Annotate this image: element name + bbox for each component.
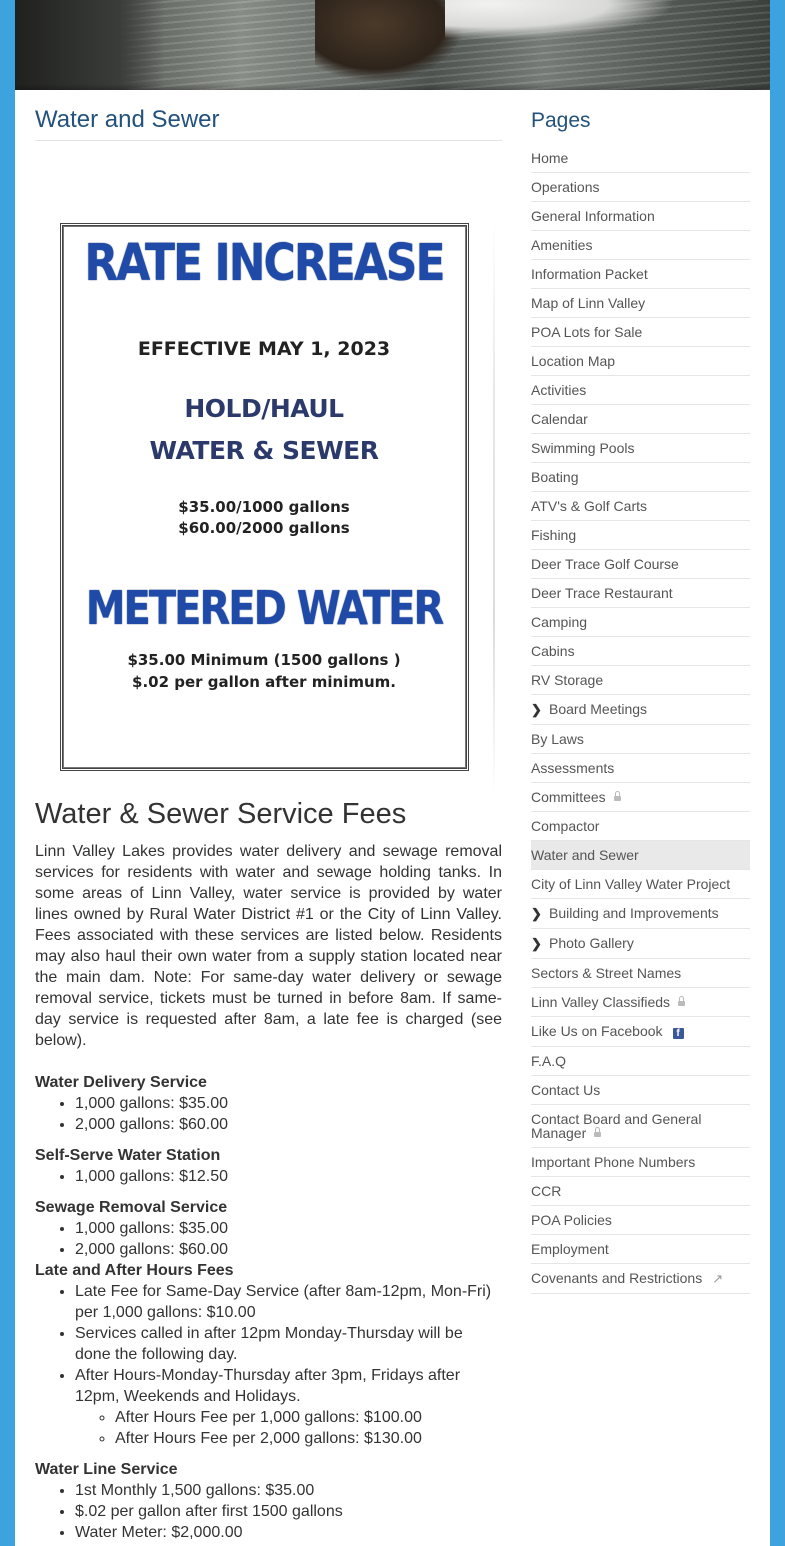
sidebar-item-operations[interactable]: Operations bbox=[531, 173, 750, 202]
lock-icon bbox=[594, 1132, 601, 1137]
sidebar-item-activities[interactable]: Activities bbox=[531, 376, 750, 405]
water-line-list bbox=[35, 1480, 502, 1543]
rate-increase-flyer-image bbox=[35, 218, 497, 796]
chevron-right-icon[interactable]: ❯ bbox=[531, 702, 542, 717]
sidebar-item-poa-lots-for-sale[interactable]: POA Lots for Sale bbox=[531, 318, 750, 347]
sidebar-item-label: Photo Gallery bbox=[549, 935, 634, 951]
list-item: ◦ After Hours Fee per 1,000 gallons: $100.00 bbox=[115, 1407, 502, 1428]
sidebar-item-like-us-on-facebook[interactable] bbox=[531, 1017, 750, 1047]
sidebar-item-label: Linn Valley Classifieds bbox=[531, 994, 671, 1010]
facebook-icon: f bbox=[673, 1028, 684, 1039]
lock-icon bbox=[614, 796, 621, 801]
sidebar-item-water-and-sewer[interactable]: Water and Sewer bbox=[531, 841, 750, 870]
sidebar-item-label: Building and Improvements bbox=[549, 905, 719, 921]
flyer-water-sewer: WATER & SEWER bbox=[149, 436, 379, 465]
sidebar-item-camping[interactable]: Camping bbox=[531, 608, 750, 637]
sidebar-item-employment[interactable]: Employment bbox=[531, 1235, 750, 1264]
fee-group-title: Water Delivery Service bbox=[35, 1074, 207, 1091]
lock-icon bbox=[678, 1001, 685, 1006]
sidebar-item-poa-policies[interactable]: POA Policies bbox=[531, 1206, 750, 1235]
intro-paragraph: Linn Valley Lakes provides water delivery and sewage removal services for residents with water and sewage holding tanks. In some areas of Linn Valley, water service is provided by water lines owned by Rural Water District #1 or the City of Linn Valley. Fees associated with these services are listed below. Residents may also haul their own water from a supply station located near the main dam. Note: For same-day water delivery or sewage removal service, tickets must be turned in before 8am. If same-day service is requested after 8am, a late fee is charged (see below). bbox=[35, 843, 502, 1049]
fee-group-title: Water Line Service bbox=[35, 1461, 178, 1478]
sidebar-item-covenants-and-restrictions[interactable] bbox=[531, 1264, 750, 1294]
page-title: Water and Sewer bbox=[35, 100, 502, 141]
list-item: ◦ After Hours Fee per 2,000 gallons: $130.00 bbox=[115, 1428, 502, 1449]
sidebar-title: Pages bbox=[531, 109, 591, 132]
self-serve-list bbox=[35, 1166, 502, 1187]
sidebar-item-amenities[interactable]: Amenities bbox=[531, 231, 750, 260]
main-content bbox=[35, 100, 502, 1541]
list-item: • 1st Monthly 1,500 gallons: $35.00 bbox=[75, 1480, 502, 1501]
flyer-minimum: $35.00 Minimum (1500 gallons ) bbox=[127, 651, 401, 669]
fee-group-title: Self-Serve Water Station bbox=[35, 1147, 221, 1164]
sidebar-item-contact-board[interactable] bbox=[531, 1105, 750, 1148]
header-banner-image bbox=[15, 0, 770, 90]
sidebar-item-label: Like Us on Facebook bbox=[531, 1023, 663, 1039]
sidebar-item-photo-gallery[interactable] bbox=[531, 929, 750, 959]
sidebar-item-cabins[interactable]: Cabins bbox=[531, 637, 750, 666]
sidebar-item-calendar[interactable]: Calendar bbox=[531, 405, 750, 434]
sidebar-item-label: Covenants and Restrictions bbox=[531, 1270, 703, 1286]
sidebar-item-deer-trace-golf-course[interactable]: Deer Trace Golf Course bbox=[531, 550, 750, 579]
sidebar-item-faq[interactable]: F.A.Q bbox=[531, 1047, 750, 1076]
sidebar-item-fishing[interactable]: Fishing bbox=[531, 521, 750, 550]
flyer-hold-haul: HOLD/HAUL bbox=[184, 394, 344, 423]
sidebar-item-ccr[interactable]: CCR bbox=[531, 1177, 750, 1206]
sidebar-item-building-and-improvements[interactable] bbox=[531, 899, 750, 929]
sidebar-item-contact-us[interactable]: Contact Us bbox=[531, 1076, 750, 1105]
list-item: • 1,000 gallons: $12.50 bbox=[75, 1166, 502, 1187]
after-hours-list bbox=[75, 1407, 502, 1449]
sidebar-item-rv-storage[interactable]: RV Storage bbox=[531, 666, 750, 695]
water-delivery-list bbox=[35, 1093, 502, 1135]
sidebar-item-important-phone-numbers[interactable]: Important Phone Numbers bbox=[531, 1148, 750, 1177]
sidebar-item-boating[interactable]: Boating bbox=[531, 463, 750, 492]
list-item: • $.02 per gallon after first 1500 gallons bbox=[75, 1501, 502, 1522]
sidebar-nav bbox=[531, 144, 750, 1294]
sidebar-item-assessments[interactable]: Assessments bbox=[531, 754, 750, 783]
sidebar-item-city-water-project[interactable]: City of Linn Valley Water Project bbox=[531, 870, 750, 899]
sidebar-item-sectors-street-names[interactable]: Sectors & Street Names bbox=[531, 959, 750, 988]
sidebar-item-board-meetings[interactable] bbox=[531, 695, 750, 725]
sidebar-item-general-information[interactable]: General Information bbox=[531, 202, 750, 231]
sidebar-item-committees[interactable] bbox=[531, 783, 750, 812]
sidebar-item-map-of-linn-valley[interactable]: Map of Linn Valley bbox=[531, 289, 750, 318]
list-item: • 1,000 gallons: $35.00 bbox=[75, 1093, 502, 1114]
flyer-rate-2000: $60.00/2000 gallons bbox=[178, 519, 350, 537]
list-item: • 2,000 gallons: $60.00 bbox=[75, 1239, 502, 1260]
flyer-per-gallon: $.02 per gallon after minimum. bbox=[132, 673, 396, 691]
list-item: • 2,000 gallons: $60.00 bbox=[75, 1114, 502, 1135]
flyer-rate-1000: $35.00/1000 gallons bbox=[178, 498, 350, 516]
sidebar-item-swimming-pools[interactable]: Swimming Pools bbox=[531, 434, 750, 463]
list-item-text: After Hours-Monday-Thursday after 3pm, Fridays after 12pm, Weekends and Holidays. bbox=[75, 1367, 461, 1405]
chevron-right-icon[interactable]: ❯ bbox=[531, 906, 542, 921]
list-item bbox=[75, 1365, 502, 1449]
fee-group-title: Late and After Hours Fees bbox=[35, 1262, 234, 1279]
sidebar bbox=[531, 100, 750, 1294]
late-fees-list bbox=[35, 1281, 502, 1449]
flyer-headline: RATE INCREASE bbox=[84, 234, 444, 293]
sidebar-item-label: Contact Board and General Manager bbox=[531, 1111, 702, 1141]
sidebar-item-linn-valley-classifieds[interactable] bbox=[531, 988, 750, 1017]
flyer-effective-date: EFFECTIVE MAY 1, 2023 bbox=[137, 338, 391, 360]
page-container bbox=[15, 0, 770, 1546]
sidebar-item-deer-trace-restaurant[interactable]: Deer Trace Restaurant bbox=[531, 579, 750, 608]
sidebar-item-information-packet[interactable]: Information Packet bbox=[531, 260, 750, 289]
list-item: • Late Fee for Same-Day Service (after 8am-12pm, Mon-Fri) per 1,000 gallons: $10.00 bbox=[75, 1281, 502, 1323]
list-item: • 1,000 gallons: $35.00 bbox=[75, 1218, 502, 1239]
sewage-list bbox=[35, 1218, 502, 1260]
fee-group-title: Sewage Removal Service bbox=[35, 1199, 228, 1216]
external-link-icon: ↗ bbox=[712, 1271, 724, 1286]
sidebar-item-label: Committees bbox=[531, 789, 606, 805]
eagle-image bbox=[315, 0, 465, 82]
list-item: • Water Meter: $2,000.00 bbox=[75, 1522, 502, 1543]
sidebar-item-atvs-golf-carts[interactable]: ATV's & Golf Carts bbox=[531, 492, 750, 521]
sidebar-item-compactor[interactable]: Compactor bbox=[531, 812, 750, 841]
fees-list bbox=[35, 1072, 502, 1543]
flyer-metered-water: METERED WATER bbox=[85, 582, 443, 636]
sidebar-item-label: Board Meetings bbox=[549, 701, 648, 717]
sidebar-item-location-map[interactable]: Location Map bbox=[531, 347, 750, 376]
section-heading: Water & Sewer Service Fees bbox=[35, 798, 407, 830]
list-item: • Services called in after 12pm Monday-Thursday will be done the following day. bbox=[75, 1323, 502, 1365]
sidebar-item-by-laws[interactable]: By Laws bbox=[531, 725, 750, 754]
sidebar-item-home[interactable]: Home bbox=[531, 144, 750, 173]
chevron-right-icon[interactable]: ❯ bbox=[531, 936, 542, 951]
